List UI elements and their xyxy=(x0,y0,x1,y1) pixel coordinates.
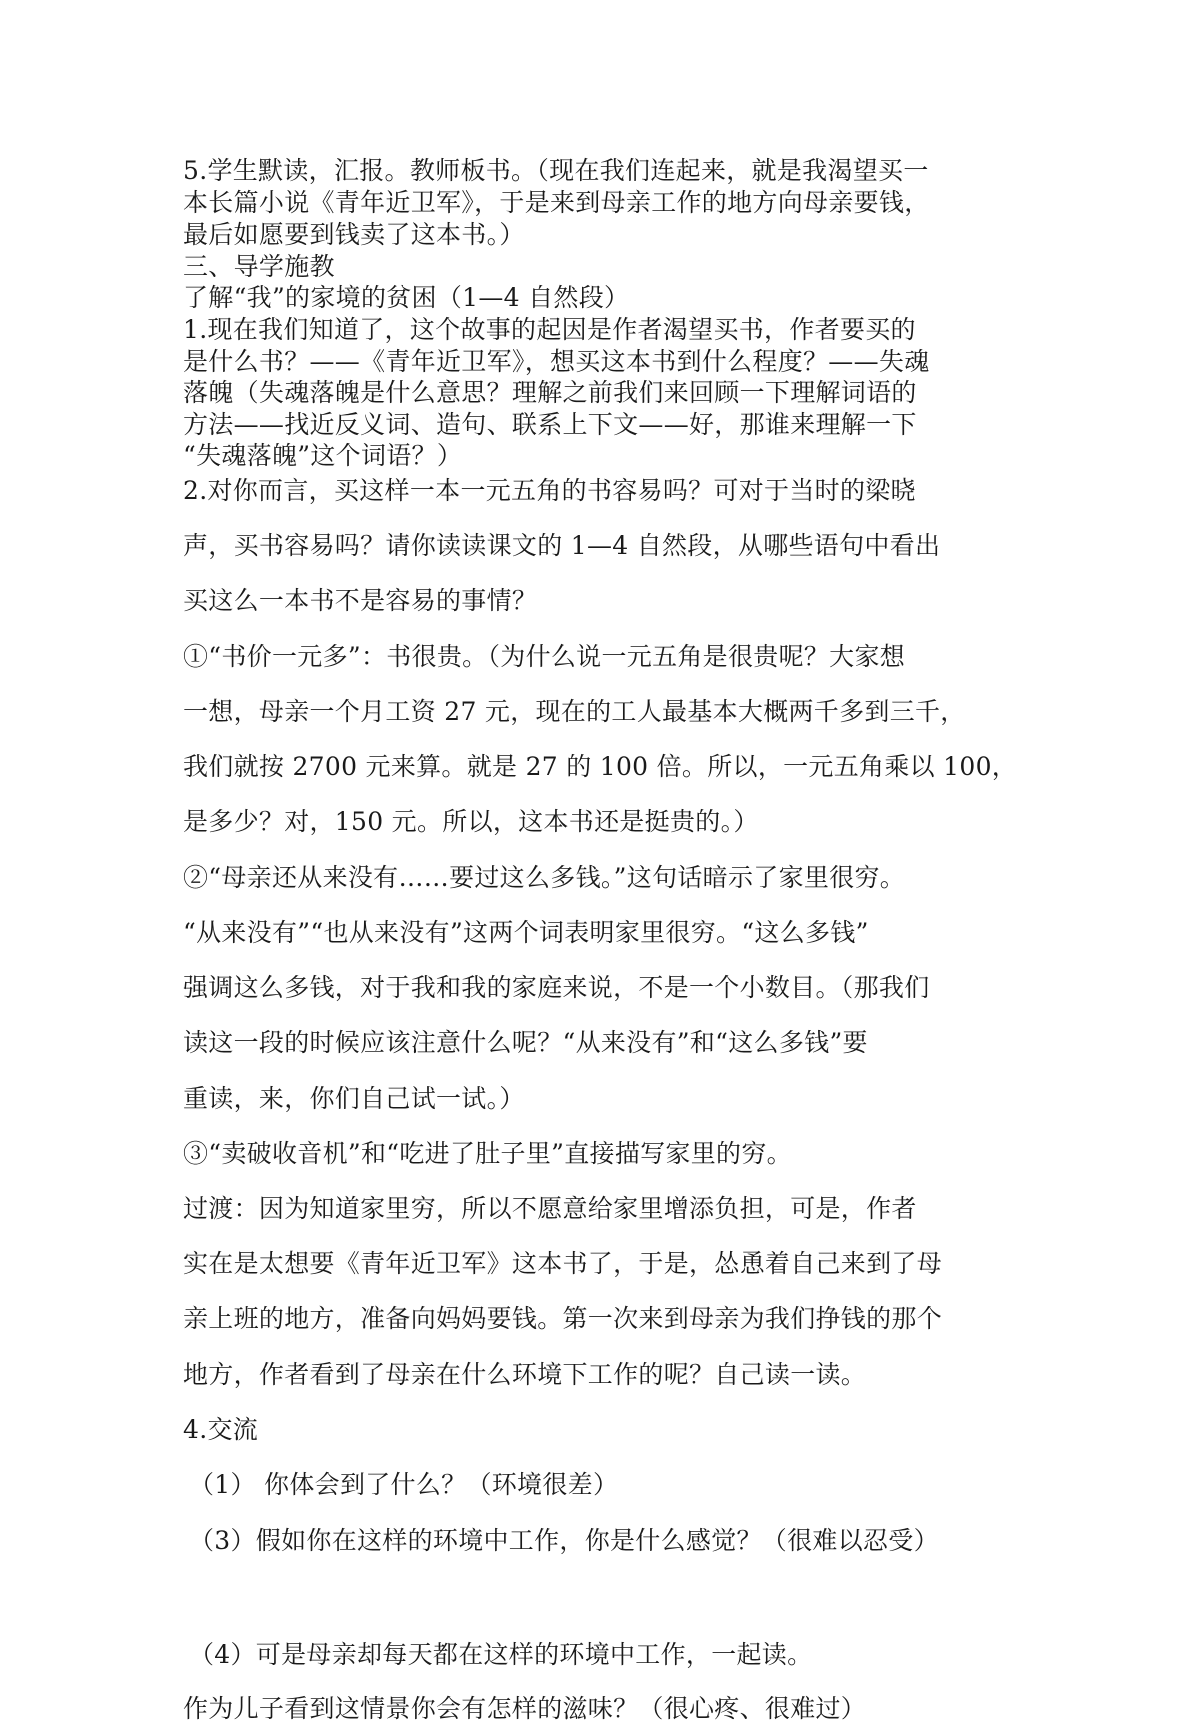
text-line: （3）假如你在这样的环境中工作，你是什么感觉？（很难以忍受） xyxy=(189,1526,939,1555)
text-line: 了解“我”的家境的贫困（1—4 自然段） xyxy=(183,283,630,312)
text-line: 2.对你而言，买这样一本一元五角的书容易吗？可对于当时的梁晓 xyxy=(183,476,916,505)
text-line: 本长篇小说《青年近卫军》，于是来到母亲工作的地方向母亲要钱， xyxy=(183,188,930,217)
text-line: 我们就按 2700 元来算。就是 27 的 100 倍。所以，一元五角乘以 100， xyxy=(183,752,1018,781)
text-line: 重读，来，你们自己试一试。） xyxy=(183,1084,525,1113)
text-line: 方法——找近反义词、造句、联系上下文——好，那谁来理解一下 xyxy=(183,410,917,439)
text-line: 买这么一本书不是容易的事情？ xyxy=(183,586,538,615)
text-line: 实在是太想要《青年近卫军》这本书了，于是，怂恿着自己来到了母 xyxy=(183,1249,943,1278)
text-line: 1.现在我们知道了，这个故事的起因是作者渴望买书，作者要买的 xyxy=(183,315,916,344)
text-line: 是多少？对，150 元。所以，这本书还是挺贵的。） xyxy=(183,807,759,836)
text-line: 一想，母亲一个月工资 27 元，现在的工人最基本大概两千多到三千， xyxy=(183,697,966,726)
text-line: 4.交流 xyxy=(183,1415,259,1444)
text-line: 读这一段的时候应该注意什么呢？“从来没有”和“这么多钱”要 xyxy=(183,1028,868,1057)
text-line: 5.学生默读，汇报。教师板书。（现在我们连起来，就是我渴望买一 xyxy=(183,156,929,185)
text-line: 强调这么多钱，对于我和我的家庭来说，不是一个小数目。（那我们 xyxy=(183,973,930,1002)
text-line: ①“书价一元多”：书很贵。（为什么说一元五角是很贵呢？大家想 xyxy=(183,642,906,671)
text-line: 亲上班的地方，准备向妈妈要钱。第一次来到母亲为我们挣钱的那个 xyxy=(183,1304,943,1333)
text-line: 作为儿子看到这情景你会有怎样的滋味？（很心疼、很难过） xyxy=(183,1694,867,1723)
text-line: 地方，作者看到了母亲在什么环境下工作的呢？自己读一读。 xyxy=(183,1360,867,1389)
text-line: “从来没有”“也从来没有”这两个词表明家里很穷。“这么多钱” xyxy=(183,918,869,947)
text-line: ③“卖破收音机”和“吃进了肚子里”直接描写家里的穷。 xyxy=(183,1139,792,1168)
section-heading: 三、导学施教 xyxy=(183,252,335,281)
text-line: 过渡：因为知道家里穷，所以不愿意给家里增添负担，可是，作者 xyxy=(183,1194,917,1223)
text-line: “失魂落魄”这个词语？） xyxy=(183,441,463,470)
text-line: 是什么书？——《青年近卫军》，想买这本书到什么程度？——失魂 xyxy=(183,347,930,376)
text-line: ②“母亲还从来没有……要过这么多钱。”这句话暗示了家里很穷。 xyxy=(183,863,906,892)
text-line: （4）可是母亲却每天都在这样的环境中工作，一起读。 xyxy=(189,1640,813,1669)
text-line: 最后如愿要到钱卖了这本书。） xyxy=(183,220,525,249)
text-line: （1） 你体会到了什么？（环境很差） xyxy=(189,1470,619,1499)
text-line: 落魄（失魂落魄是什么意思？理解之前我们来回顾一下理解词语的 xyxy=(183,378,917,407)
text-line: 声，买书容易吗？请你读读课文的 1—4 自然段，从哪些语句中看出 xyxy=(183,531,941,560)
